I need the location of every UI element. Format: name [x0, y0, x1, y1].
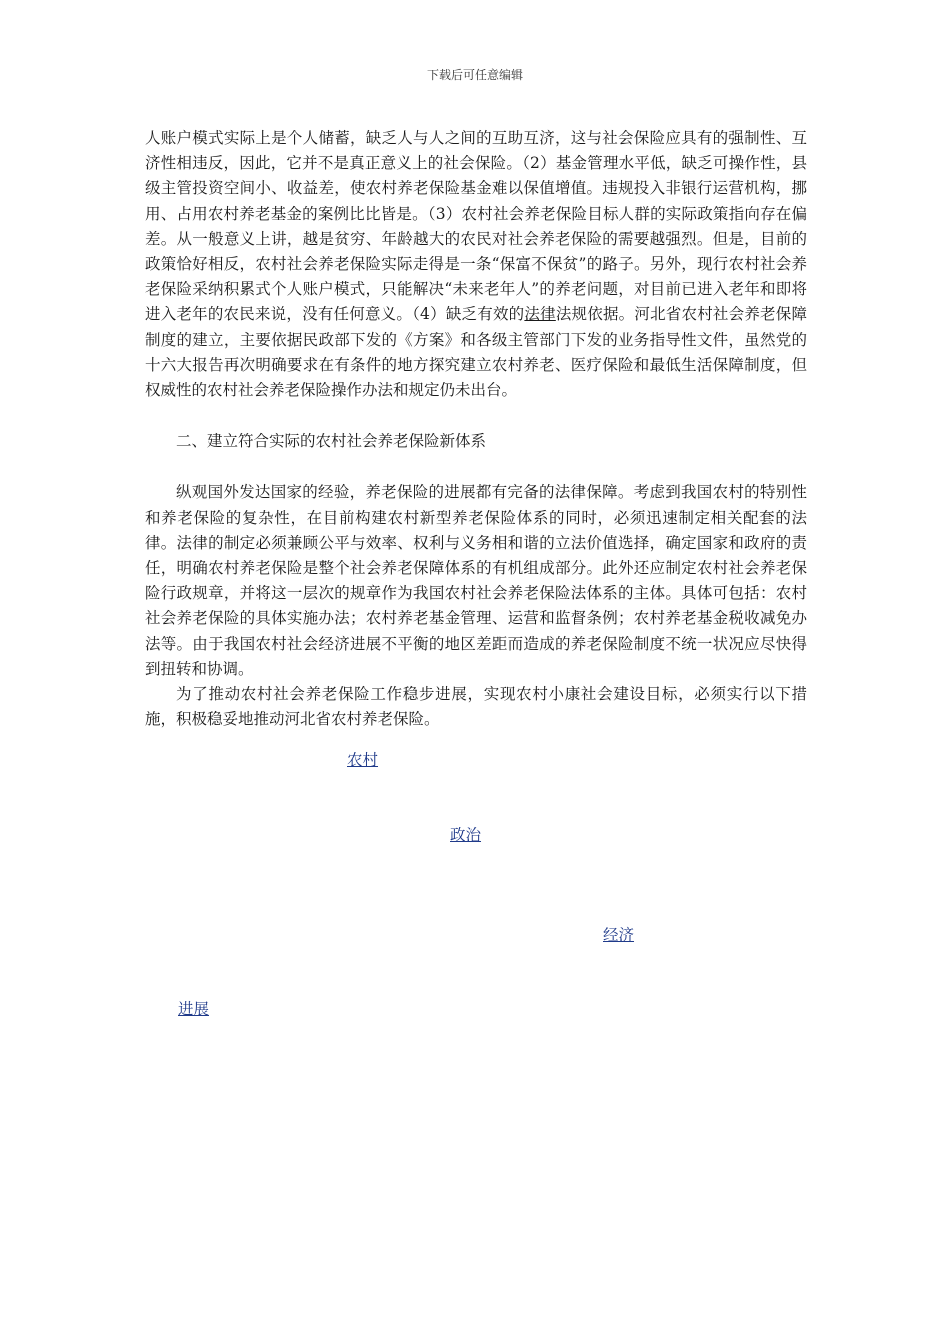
- page-header: 下载后可任意编辑: [426, 68, 523, 82]
- section-heading-2: 二、建立符合实际的农村社会养老保险新体系: [176, 432, 487, 451]
- link-nongcun[interactable]: 农村: [347, 751, 379, 769]
- paragraph-1-text-a: 人账户模式实际上是个人储蓄，缺乏人与人之间的互助互济，这与社会保险应具有的强制性、互济性相违反，因此，它并不是真正意义上的社会保险。（2）基金管理水平低，缺乏可操作性，县级主管投资空间小、收益差，使农村养老保险基金难以保值增值。违规投入非银行运营机构，挪用、占用农村养老基金的案例比比皆是。（3）农村社会养老保险目标人群的实际政策指向存在偏差。从一般意义上讲，越是贫穷、年龄越大的农民对社会养老保险的需要越强烈。但是，目前的政策恰好相反，农村社会养老保险实际走得是一条“保富不保贫”的路子。另外，现行农村社会养老保险采纳积累式个人账户模式，只能解决“未来老年人”的养老问题，对目前已进入老年和即将进入老年的农民来说，没有任何意义。（4）缺乏有效的: [145, 129, 807, 324]
- link-falv[interactable]: 法律: [524, 305, 556, 324]
- link-jinzhan[interactable]: 进展: [178, 1000, 210, 1018]
- paragraph-1: [145, 126, 807, 403]
- paragraph-1-text-b: 法规依据。河北省农村社会养老保障制度的建立，主要依据民政部下发的《方案》和各级主管部门下发的业务指导性文件，虽然党的十六大报告再次明确要求在有条件的地方探究建立农村养老、医疗保险和最低生活保障制度，但权威性的农村社会养老保险操作办法和规定仍未出台。: [145, 305, 807, 400]
- document-body: [145, 126, 807, 732]
- paragraph-3: 为了推动农村社会养老保险工作稳步进展，实现农村小康社会建设目标，必须实行以下措施，积极稳妥地推动河北省农村养老保险。: [145, 685, 807, 729]
- paragraph-2: 纵观国外发达国家的经验，养老保险的进展都有完备的法律保障。考虑到我国农村的特别性和养老保险的复杂性，在目前构建农村新型养老保险体系的同时，必须迅速制定相关配套的法律。法律的制定必须兼顾公平与效率、权利与义务相和谐的立法价值选择，确定国家和政府的责任，明确农村养老保险是整个社会养老保障体系的有机组成部分。此外还应制定农村社会养老保险行政规章，并将这一层次的规章作为我国农村社会养老保险法体系的主体。具体可包括：农村社会养老保险的具体实施办法；农村养老基金管理、运营和监督条例；农村养老基金税收减免办法等。由于我国农村社会经济进展不平衡的地区差距而造成的养老保险制度不统一状况应尽快得到扭转和协调。: [145, 483, 807, 678]
- link-zhengzhi[interactable]: 政治: [450, 826, 482, 844]
- link-jingji[interactable]: 经济: [603, 926, 635, 944]
